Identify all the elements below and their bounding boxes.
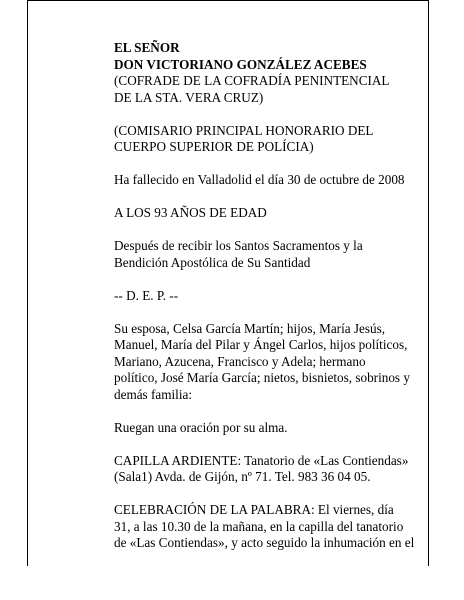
capilla-paragraph: [114, 453, 428, 486]
comisario-paragraph: [114, 123, 428, 156]
capilla-line-1: CAPILLA ARDIENTE: Tanatorio de «Las Contiendas»: [114, 452, 409, 468]
edad-paragraph: A LOS 93 AÑOS DE EDAD: [114, 205, 267, 220]
heading-line-1: EL SEÑOR: [114, 40, 180, 55]
comisario-line-2: CUERPO SUPERIOR DE POLÍCIA): [114, 139, 314, 154]
sacramentos-paragraph: [114, 238, 428, 271]
obituary-text: [114, 40, 428, 568]
celebracion-line-2: 31, a las 10.30 de la mañana, en la capilla del tanatorio: [114, 518, 404, 534]
comisario-line-1: (COMISARIO PRINCIPAL HONORARIO DEL: [114, 122, 374, 138]
cofrade-line-2: DE LA STA. VERA CRUZ): [114, 89, 264, 105]
cofrade-line-1: (COFRADE DE LA COFRADÍA PENINTENCIAL: [114, 73, 390, 88]
sacramentos-line-1: Después de recibir los Santos Sacramentos y la: [114, 238, 363, 253]
heading-line-2: DON VICTORIANO GONZÁLEZ ACEBES: [114, 56, 367, 72]
celebracion-line-3: de «Las Contiendas», y acto seguido la inhumación en el: [114, 535, 415, 550]
oracion-paragraph: Ruegan una oración por su alma.: [114, 419, 288, 435]
familia-line-5: demás familia:: [114, 386, 192, 402]
celebracion-line-1: CELEBRACIÓN DE LA PALABRA: El viernes, día: [114, 502, 394, 517]
dep-paragraph: -- D. E. P. --: [114, 287, 179, 303]
familia-line-4: político, José María García; nietos, bisnietos, sobrinos y: [114, 370, 410, 385]
familia-paragraph: [114, 321, 428, 404]
celebracion-paragraph: [114, 502, 428, 552]
fallecido-paragraph: Ha fallecido en Valladolid el día 30 de octubre de 2008: [114, 172, 405, 187]
capilla-line-2: (Sala1) Avda. de Gijón, nº 71. Tel. 983 36 04 05.: [114, 469, 371, 484]
familia-line-1: Su esposa, Celsa García Martín; hijos, María Jesús,: [114, 320, 386, 336]
familia-line-3: Mariano, Azucena, Francisco y Adela; hermano: [114, 353, 366, 369]
familia-line-2: Manuel, María del Pilar y Ángel Carlos, hijos políticos,: [114, 337, 408, 352]
sacramentos-line-2: Bendición Apostólica de Su Santidad: [114, 254, 311, 270]
deceased-heading: [114, 40, 428, 106]
